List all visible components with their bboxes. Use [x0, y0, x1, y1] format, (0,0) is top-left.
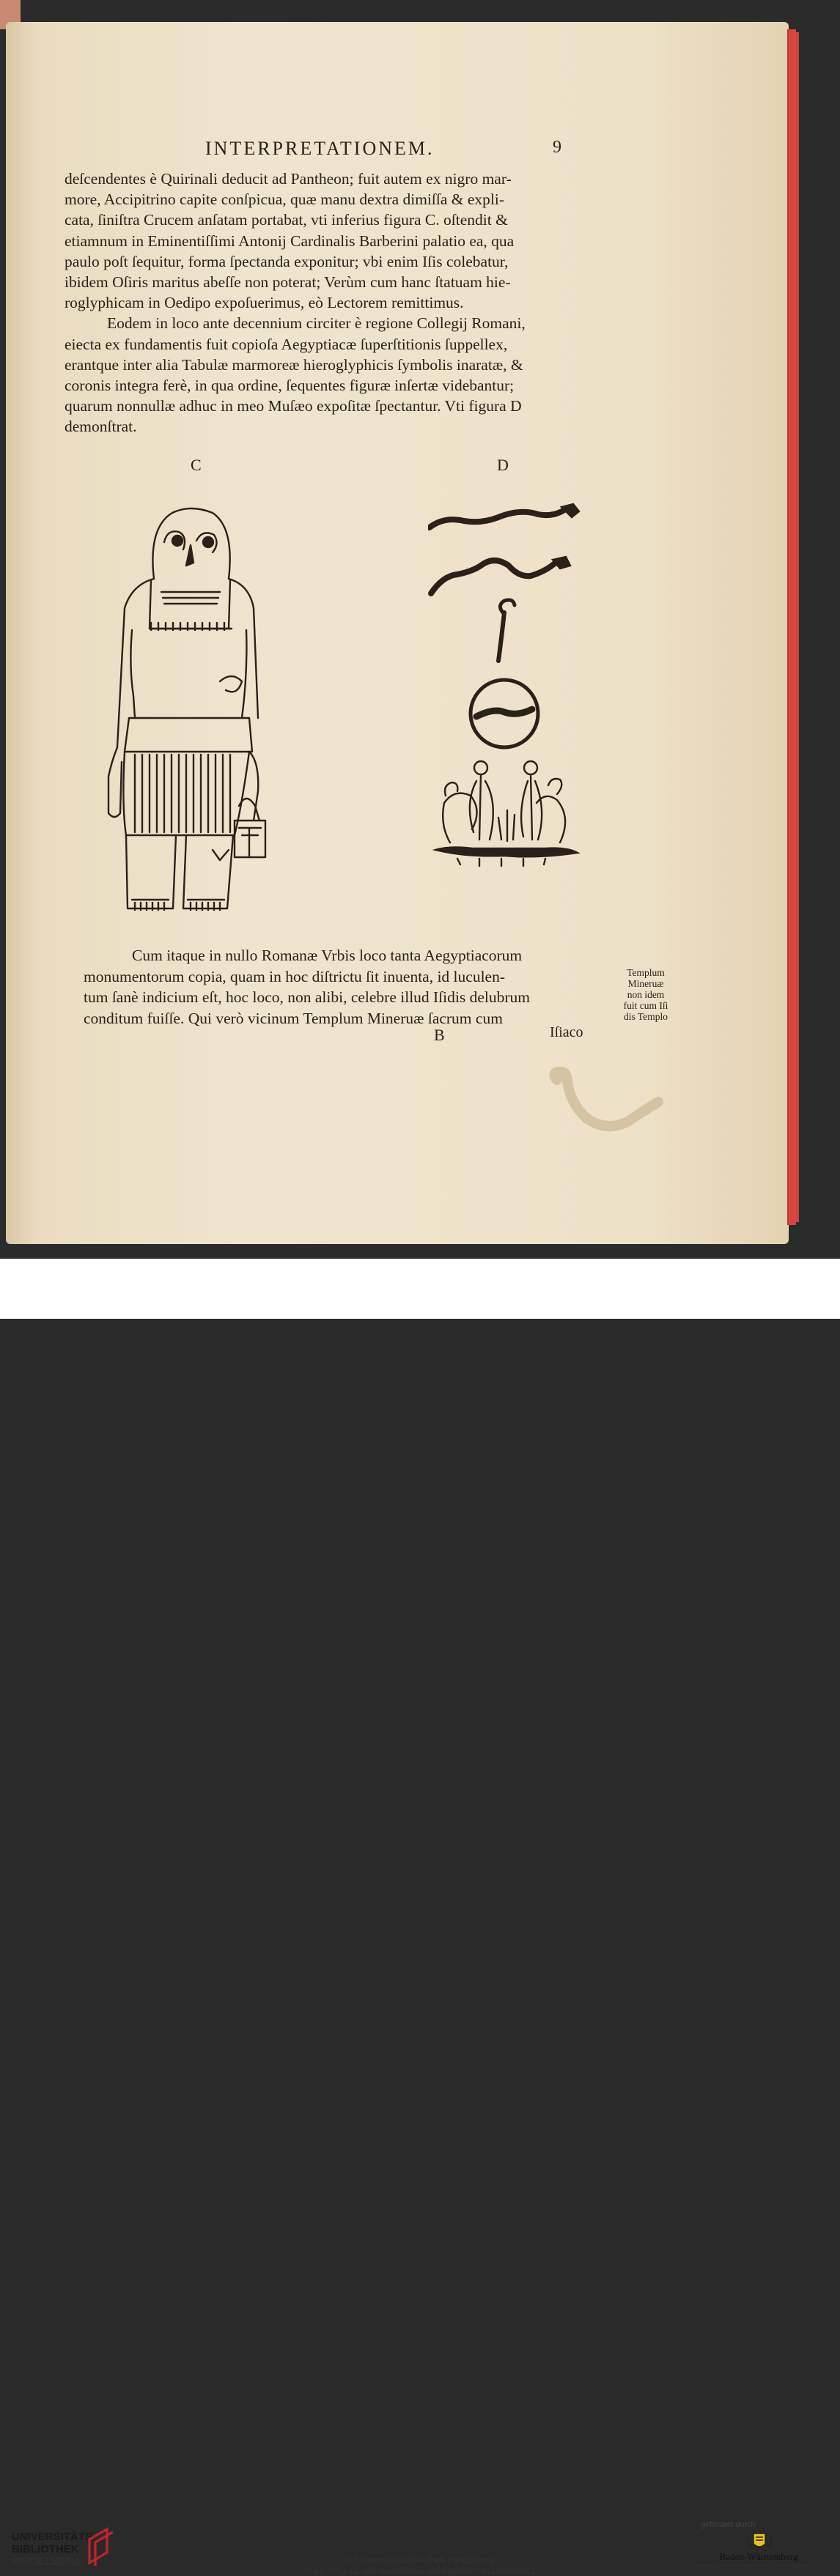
text-line: eiecta ex fundamentis fuit copioſa Aegyptiacæ ſuperſtitionis ſuppellex,	[65, 335, 508, 353]
text-line: conditum fuiſſe. Qui verò vicinum Templum Mineruæ ſacrum cum	[84, 1009, 503, 1027]
text-line: roglyphicam in Oedipo expoſuerimus, eò Lectorem remittimus.	[65, 294, 464, 312]
margin-note-line: dis Templo	[624, 1011, 668, 1022]
text-line: Cum itaque in nullo Romanæ Vrbis loco tanta Aegyptiacorum	[132, 947, 523, 964]
figure-label-c: C	[191, 456, 202, 474]
catchword: Iſiaco	[550, 1024, 583, 1040]
margin-note-line: Templum	[627, 967, 665, 978]
margin-note	[613, 967, 679, 1022]
text-line: Eodem in loco ante decennium circiter è regione Collegij Romani,	[107, 314, 526, 333]
library-line: BIBLIOTHEK	[12, 2543, 79, 2555]
hawk-headed-statue-figure	[103, 498, 279, 917]
signature-mark: B	[434, 1026, 445, 1044]
margin-note-line: Mineruæ	[627, 978, 664, 989]
hieroglyph-symbols-figure	[428, 495, 586, 876]
text-line: etiamnum in Eminentiſſimi Antonij Cardinalis Barberini palatio ea, qua	[65, 232, 515, 250]
state-crest-icon	[745, 2531, 774, 2551]
text-line: ibidem Oſiris maritus abeſſe non poterat; Verùm cum hanc ſtatuam hie-	[65, 273, 511, 292]
lower-paragraph	[84, 945, 601, 1029]
bleed-through-margin	[605, 277, 657, 287]
text-line: more, Accipitrino capite conſpicua, quæ manu dextra dimiſſa & expli-	[65, 190, 505, 209]
text-line: demonſtrat.	[65, 418, 137, 436]
library-line: HEIDELBERG	[12, 2555, 83, 2568]
text-line: paulo poſt ſequitur, forma ſpectanda exponitur; vbi enim Iſis colebatur,	[65, 252, 509, 270]
funder-subtitle: MINISTERIUM FÜR WISSENSCHAFT, FORSCHUNG UND KUNST	[695, 2564, 824, 2569]
source-url-link[interactable]: https://digi.ub.uni-heidelberg.de/diglit/kircher1666/0041	[304, 2565, 536, 2576]
funded-by-label: gefördert durch	[701, 2520, 756, 2529]
running-head: INTERPRETATIONEM.	[205, 138, 435, 159]
scan-area	[0, 0, 840, 1259]
text-line: cata, ſiniſtra Crucem anſatam portabat, vti inferius figura C. oſtendit &	[65, 211, 508, 229]
margin-note-line: non idem	[627, 989, 665, 1000]
text-line: tum ſanè indicium eſt, hoc loco, non alibi, celebre illud Iſidis delubrum	[84, 988, 531, 1006]
text-line: monumentorum copia, quam in hoc diſtrictu ſit inuenta, id luculen-	[84, 967, 505, 985]
text-line: erantque inter alia Tabulæ marmoreæ hieroglyphicis ſymbolis inaratæ, &	[65, 355, 523, 374]
red-page-edge-inner	[796, 32, 799, 1222]
body-text	[65, 169, 594, 437]
funder-name[interactable]: Baden-Württemberg	[719, 2551, 798, 2562]
viewer-footer	[0, 1259, 840, 2576]
paper-stain	[548, 1067, 666, 1140]
text-line: quarum nonnullæ adhuc in meo Muſæo expoſitæ ſpectantur. Vti figura D	[65, 397, 522, 415]
page-number: 9	[553, 138, 561, 157]
figure-label-d: D	[497, 456, 509, 474]
copyright-text: © Universitätsbibliothek Heidelberg	[345, 2554, 495, 2565]
text-line: coronis integra ferè, in qua ordine, ſequentes figuræ inſertæ videbantur;	[65, 377, 515, 395]
library-line: UNIVERSITÄTS-	[12, 2531, 97, 2543]
text-line: deſcendentes è Quirinali deducit ad Pantheon; fuit autem ex nigro mar-	[65, 170, 512, 188]
red-page-edge	[787, 29, 796, 1225]
margin-note-line: fuit cum Iſi	[623, 1000, 668, 1011]
